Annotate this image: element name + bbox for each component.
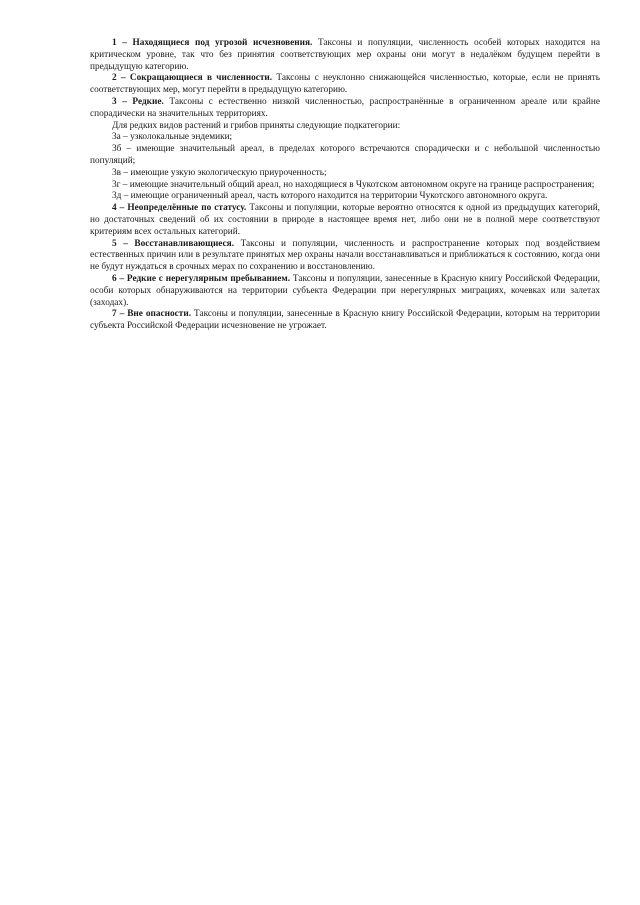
document-page — [90, 38, 600, 333]
category-4-title: 4 – Неопределённые по статусу. — [112, 203, 247, 214]
subcategory-3a: 3а – узколокальные эндемики; — [112, 132, 233, 143]
category-2-title: 2 – Сокращающиеся в численности. — [112, 73, 273, 84]
category-6-title: 6 – Редкие с нерегулярным пребыванием. — [112, 273, 291, 284]
category-5-text: Таксоны и популяции, численность и распространение которых под воздействием естественных причин или в результате принятых мер охраны начали восстанавливаться и приближаться к состоянию, когда они не будут нуждаться в срочных мерах по сохранению и восстановлению. — [90, 238, 600, 273]
category-6-text: Таксоны и популяции, занесенные в Красную книгу Российской Федерации, особи которых обнаруживаются на территории субъекта Федерации при нерегулярных миграциях, кочевках или залетах (заходах). — [90, 273, 600, 308]
category-2-paragraph — [90, 73, 600, 97]
category-3-paragraph — [90, 97, 600, 121]
category-5-title: 5 – Восстанавливающиеся. — [112, 238, 235, 249]
category-7-title: 7 – Вне опасности. — [112, 309, 192, 320]
category-1-text: Таксоны и популяции, численность особей которых находится на критическом уровне, так что без принятия соответствующих мер охраны они могут в недалёком будущем перейти в предыдущую категорию. — [90, 38, 600, 72]
category-3-title: 3 – Редкие. — [112, 96, 164, 107]
subcategory-3g: 3г – имеющие значительный общий ареал, но находящиеся в Чукотском автономном округе на границе распространения; — [112, 179, 595, 190]
category-6-paragraph — [90, 274, 600, 309]
category-2-text: Таксоны с неуклонно снижающейся численностью, которые, если не принять соответствующих мер, могут перейти в предыдущую категорию. — [90, 73, 600, 96]
subcategories-intro: Для редких видов растений и грибов приняты следующие подкатегории: — [112, 120, 401, 131]
category-7-text: Таксоны и популяции, занесенные в Красную книгу Российской Федерации, которым на территории субъекта Российской Федерации исчезновение не угрожает. — [90, 309, 600, 332]
category-7-paragraph — [90, 309, 600, 333]
category-4-text: Таксоны и популяции, которые вероятно относятся к одной из предыдущих категорий, но достаточных сведений об их состоянии в природе в настоящее время нет, либо они не в полной мере соответствуют критериям всех остальных категорий. — [90, 203, 600, 237]
subcategory-3d: 3д – имеющие ограниченный ареал, часть которого находится на территории Чукотского автономного округа. — [112, 191, 548, 202]
subcategory-3v: 3в – имеющие узкую экологическую приуроченность; — [112, 167, 327, 178]
category-4-paragraph — [90, 203, 600, 238]
category-5-paragraph — [90, 239, 600, 274]
category-3-text: Таксоны с естественно низкой численностью, распространённые в ограниченном ареале или крайне спорадически на значительных территориях. — [90, 96, 601, 119]
category-1-paragraph — [90, 38, 600, 73]
category-1-title: 1 – Находящиеся под угрозой исчезновения. — [112, 38, 313, 48]
subcategory-3b: 3б – имеющие значительный ареал, в пределах которого встречаются спорадически и с небольшой численностью популяций; — [90, 144, 600, 166]
